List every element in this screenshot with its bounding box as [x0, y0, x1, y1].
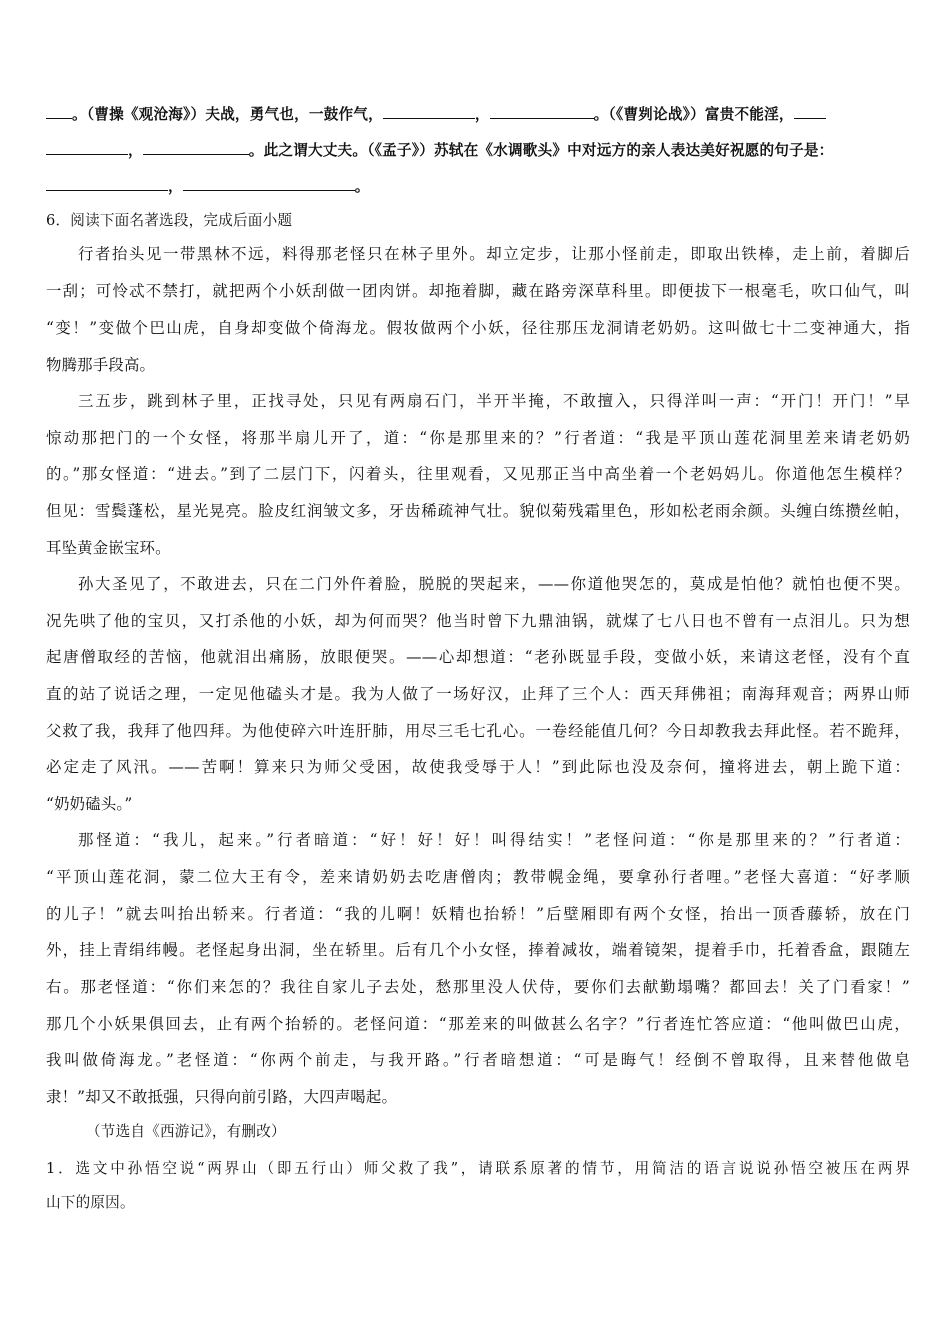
passage-line: 起唐僧取经的苦恼，他就泪出痛肠，放眼便哭。——心却想道：“老孙既显手段，变做小妖，来请这老怪，没有个直 — [46, 648, 910, 666]
fill-in-line-1: 。（曹操《观沧海》）夫战，勇气也，一鼓作气， ， 。（《曹刿论战》）富贵不能淫， — [46, 104, 910, 126]
passage-line: 直的站了说话之理，一定见他磕头才是。我为人做了一场好汉，止拜了三个人：西天拜佛祖；南海拜观音；两界山师 — [46, 685, 910, 703]
passage-source: （节选自《西游记》，有删改） — [86, 1123, 286, 1140]
answer-blank[interactable] — [383, 104, 475, 119]
answer-blank[interactable] — [46, 104, 72, 119]
sub-question-1-cont: 山下的原因。 — [46, 1194, 135, 1211]
passage-line: 一刮；可怜忒不禁打，就把两个小妖刮做一团肉饼。却拖着脚，藏在路旁深草科里。即便拔下一根毫毛，吹口仙气，叫 — [46, 282, 910, 300]
passage-line: “平顶山莲花洞，蒙二位大王有令，差来请奶奶去吃唐僧肉；教带幌金绳，要拿孙行者哩。”老怪大喜道：“好孝顺 — [46, 868, 910, 886]
passage-line: 右。那老怪道：“你们来怎的？我往自家儿子去处，愁那里没人伏侍，要你们去献勤塌嘴？都回去！关了门看家！” — [46, 978, 910, 996]
passage-line: 的儿子！”就去叫抬出轿来。行者道：“我的儿啊！妖精也抬轿！”后壁厢即有两个女怪，抬出一顶香藤轿，放在门 — [46, 905, 910, 923]
passage-line: 孙大圣见了，不敢进去，只在二门外仵着脸，脱脱的哭起来，——你道他哭怎的，莫成是怕他？就怕也便不哭。 — [78, 575, 910, 593]
passage-line: 外，挂上青绢纬幔。老怪起身出洞，坐在轿里。后有几个小女怪，捧着减妆，端着镜架，提着手巾，托着香盒，跟随左 — [46, 941, 910, 959]
passage-line: 那几个小妖果俱回去，止有两个抬轿的。老怪问道：“那差来的叫做甚么名字？”行者连忙答应道：“他叫做巴山虎， — [46, 1015, 910, 1033]
answer-blank[interactable] — [183, 176, 355, 191]
answer-blank[interactable] — [490, 104, 594, 119]
passage-line: “变！”变做个巴山虎，自身却变做个倚海龙。假妆做两个小妖，径往那压龙洞请老奶奶。这叫做七十二变神通大，指 — [46, 319, 910, 337]
passage-line: 三五步，跳到林子里，正找寻处，只见有两扇石门，半开半掩，不敢擅入，只得洋叫一声：“开门！开门！”早 — [78, 392, 910, 410]
question-6-heading: 6．阅读下面名著选段，完成后面小题 — [46, 212, 293, 229]
fill-in-line-3: ， 。 — [46, 176, 910, 198]
answer-blank[interactable] — [794, 104, 826, 119]
passage-line: 况先哄了他的宝贝，又打杀他的小妖，却为何而哭？他当时曾下九鼎油锅，就煤了七八日也不曾有一点泪儿。只为想 — [46, 612, 910, 630]
passage-line: “奶奶磕头。” — [46, 795, 133, 813]
passage-line: 我叫做倚海龙。”老怪道：“你两个前走，与我开路。”行者暗想道：“可是晦气！经倒不曾取得，且来替他做皂 — [46, 1051, 910, 1069]
passage-line: 父救了我，我拜了他四拜。为他使碎六叶连肝肺，用尽三毛七孔心。一卷经能值几何？今日却教我去拜此怪。若不跪拜， — [46, 722, 910, 740]
answer-blank[interactable] — [46, 176, 168, 191]
passage-line: 但见：雪鬓蓬松，星光晃亮。脸皮红润皱文多，牙齿稀疏神气壮。貌似菊残霜里色，形如松老雨余颜。头缠白练攒丝帕， — [46, 502, 910, 520]
passage-line: 行者抬头见一带黑林不远，料得那老怪只在林子里外。却立定步，让那小怪前走，即取出铁棒，走上前，着脚后 — [78, 245, 910, 263]
passage-line: 的。”那女怪道：“进去。”到了二层门下，闪着头，往里观看，又见那正当中高坐着一个老妈妈儿。你道他怎生模样？ — [46, 465, 910, 483]
passage-line: 耳坠黄金嵌宝环。 — [46, 539, 171, 557]
fill-in-line-2: ， 。此之谓大丈夫。（《孟子》）苏轼在《水调歌头》中对远方的亲人表达美好祝愿的句子是： — [46, 140, 910, 162]
answer-blank[interactable] — [46, 140, 128, 155]
passage-line: 必定走了风汛。——苦啊！算来只为师父受困，故使我受辱于人！”到此际也没及奈何，撞将进去，朝上跪下道： — [46, 758, 910, 776]
passage-line: 隶！”却又不敢抵强，只得向前引路，大四声喝起。 — [46, 1088, 398, 1106]
sub-question-1: 1．选文中孙悟空说“两界山（即五行山）师父救了我”，请联系原著的情节，用简洁的语言说说孙悟空被压在两界 — [46, 1160, 910, 1177]
answer-blank[interactable] — [143, 140, 249, 155]
passage-line: 惊动那把门的一个女怪，将那半扇儿开了，道：“你是那里来的？”行者道：“我是平顶山莲花洞里差来请老奶奶 — [46, 429, 910, 447]
passage-line: 那怪道：“我儿，起来。”行者暗道：“好！好！好！叫得结实！”老怪问道：“你是那里来的？”行者道： — [78, 831, 910, 849]
passage-line: 物腾那手段高。 — [46, 356, 156, 374]
